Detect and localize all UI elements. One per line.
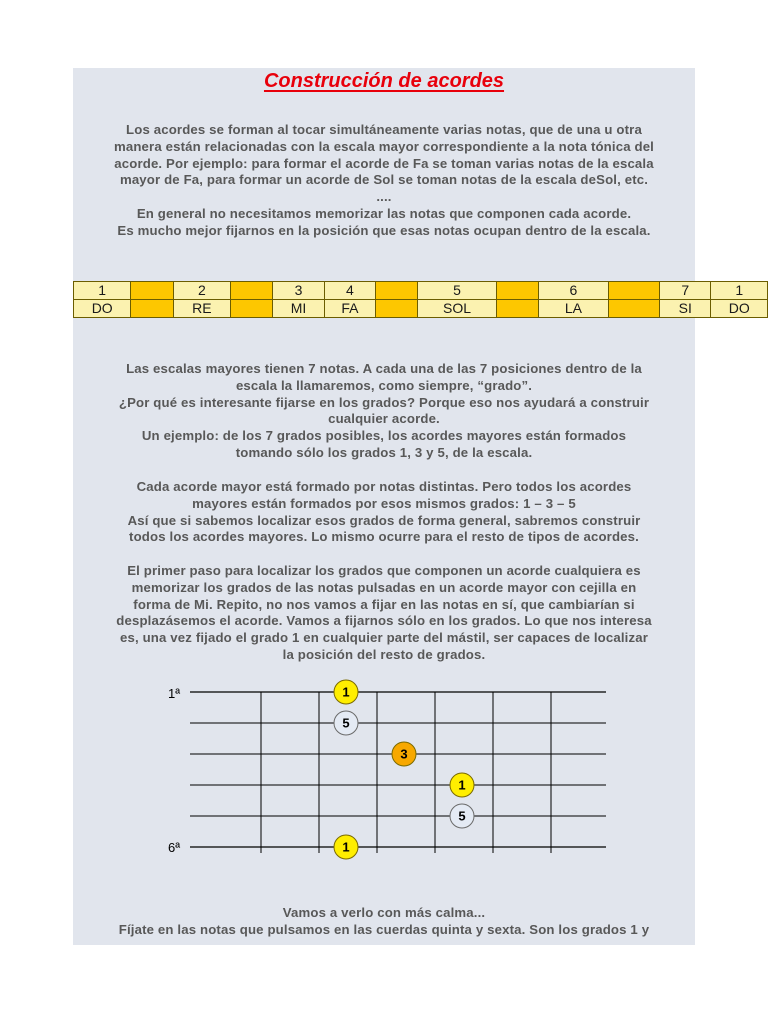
paragraph-1-line: tomando sólo los grados 1, 3 y 5, de la escala. bbox=[235, 444, 533, 460]
intro-line: Los acordes se forman al tocar simultáneamente varias notas, que de una u otra bbox=[126, 122, 642, 137]
intro-paragraph bbox=[73, 122, 695, 240]
fingering-dot-third bbox=[392, 742, 416, 766]
paragraph-1-line: escala la llamaremos, como siempre, “grado”. bbox=[235, 377, 533, 393]
paragraph-1-line: ¿Por qué es interesante fijarse en los grados? Porque eso nos ayudará a construir bbox=[118, 394, 650, 410]
scale-note-cell bbox=[376, 300, 418, 318]
scale-note-cell: DO bbox=[711, 300, 768, 318]
paragraph-3-line: El primer paso para localizar los grados que componen un acorde cualquiera es bbox=[127, 563, 641, 578]
scale-note-cell: LA bbox=[538, 300, 608, 318]
scale-degree-cell: 2 bbox=[173, 282, 230, 300]
paragraph-2-line: Cada acorde mayor está formado por notas distintas. Pero todos los acordes bbox=[136, 479, 632, 494]
scale-note-cell: DO bbox=[74, 300, 131, 318]
page-title: Construcción de acordes bbox=[263, 70, 505, 92]
scale-degree-cell: 7 bbox=[660, 282, 711, 300]
fingering-dot-root bbox=[334, 835, 358, 859]
scale-degree-cell: 6 bbox=[538, 282, 608, 300]
intro-line: acorde. Por ejemplo: para formar el acorde de Fa se toman varias notas de la escala bbox=[114, 155, 654, 171]
paragraph-4-line: Vamos a verlo con más calma... bbox=[282, 905, 486, 920]
scale-degree-cell: 1 bbox=[74, 282, 131, 300]
dot-degree-label: 1 bbox=[458, 777, 466, 793]
paragraph-3-line: forma de Mi. Repito, no nos vamos a fijar en las notas en sí, que cambiarían si bbox=[133, 596, 635, 612]
dot-degree-label: 5 bbox=[458, 808, 466, 824]
scale-degree-cell bbox=[496, 282, 538, 300]
fretboard-diagram bbox=[160, 675, 620, 870]
scale-note-cell bbox=[608, 300, 659, 318]
fingering-dot-root bbox=[450, 773, 474, 797]
intro-line: manera están relacionadas con la escala mayor correspondiente a la nota tónica del bbox=[113, 138, 654, 154]
paragraph-closer-look bbox=[73, 905, 695, 939]
paragraph-1-line: cualquier acorde. bbox=[328, 411, 440, 427]
paragraph-2-line: Así que si sabemos localizar esos grados de forma general, sabremos construir bbox=[127, 512, 641, 528]
paragraph-barre-chord bbox=[73, 563, 695, 664]
paragraph-2-line: mayores están formados por esos mismos grados: 1 – 3 – 5 bbox=[192, 495, 576, 511]
scale-degree-cell bbox=[231, 282, 273, 300]
string-6-label: 6ª bbox=[168, 840, 181, 855]
scale-note-row bbox=[74, 300, 768, 318]
paragraph-2-line: todos los acordes mayores. Lo mismo ocurre para el resto de tipos de acordes. bbox=[129, 529, 639, 545]
paragraph-1-line: Un ejemplo: de los 7 grados posibles, los acordes mayores están formados bbox=[141, 428, 627, 444]
intro-line: Es mucho mejor fijarnos en la posición que esas notas ocupan dentro de la escala. bbox=[117, 222, 651, 238]
fingering-dot-fifth bbox=[450, 804, 474, 828]
scale-degree-cell: 5 bbox=[418, 282, 496, 300]
paragraph-scale-degrees bbox=[73, 361, 695, 462]
scale-degree-cell bbox=[608, 282, 659, 300]
scale-note-cell bbox=[131, 300, 173, 318]
string-1-label: 1ª bbox=[168, 686, 181, 701]
scale-degree-row bbox=[74, 282, 768, 300]
major-scale-table bbox=[73, 281, 768, 318]
paragraph-3-line: es, una vez fijado el grado 1 en cualquier parte del mástil, ser capaces de localizar bbox=[119, 630, 648, 646]
paragraph-4-line: Fíjate en las notas que pulsamos en las cuerdas quinta y sexta. Son los grados 1 y bbox=[118, 921, 650, 937]
intro-line: .... bbox=[376, 189, 392, 205]
scale-note-cell: SI bbox=[660, 300, 711, 318]
intro-line: En general no necesitamos memorizar las notas que componen cada acorde. bbox=[136, 205, 632, 221]
dot-degree-label: 5 bbox=[342, 715, 350, 731]
scale-degree-cell bbox=[131, 282, 173, 300]
scale-note-cell: MI bbox=[273, 300, 324, 318]
scale-degree-cell: 3 bbox=[273, 282, 324, 300]
scale-degree-cell: 4 bbox=[324, 282, 375, 300]
scale-degree-cell bbox=[376, 282, 418, 300]
paragraph-3-line: desplazásemos el acorde. Vamos a fijarnos sólo en los grados. Lo que nos interesa bbox=[116, 613, 652, 629]
paragraph-major-chords bbox=[73, 479, 695, 546]
paragraph-3-line: la posición del resto de grados. bbox=[282, 646, 486, 662]
paragraph-1-line: Las escalas mayores tienen 7 notas. A cada una de las 7 posiciones dentro de la bbox=[126, 361, 642, 376]
fingering-dot-root bbox=[334, 680, 358, 704]
paragraph-3-line: memorizar los grados de las notas pulsadas en un acorde mayor con cejilla en bbox=[131, 579, 637, 595]
intro-line: mayor de Fa, para formar un acorde de Sol se toman notas de la escala deSol, etc. bbox=[119, 172, 649, 188]
dot-degree-label: 3 bbox=[400, 746, 408, 762]
scale-note-cell bbox=[231, 300, 273, 318]
fingering-dot-fifth bbox=[334, 711, 358, 735]
scale-degree-cell: 1 bbox=[711, 282, 768, 300]
scale-note-cell bbox=[496, 300, 538, 318]
scale-note-cell: RE bbox=[173, 300, 230, 318]
scale-note-cell: FA bbox=[324, 300, 375, 318]
dot-degree-label: 1 bbox=[342, 839, 350, 855]
dot-degree-label: 1 bbox=[342, 684, 350, 700]
scale-note-cell: SOL bbox=[418, 300, 496, 318]
